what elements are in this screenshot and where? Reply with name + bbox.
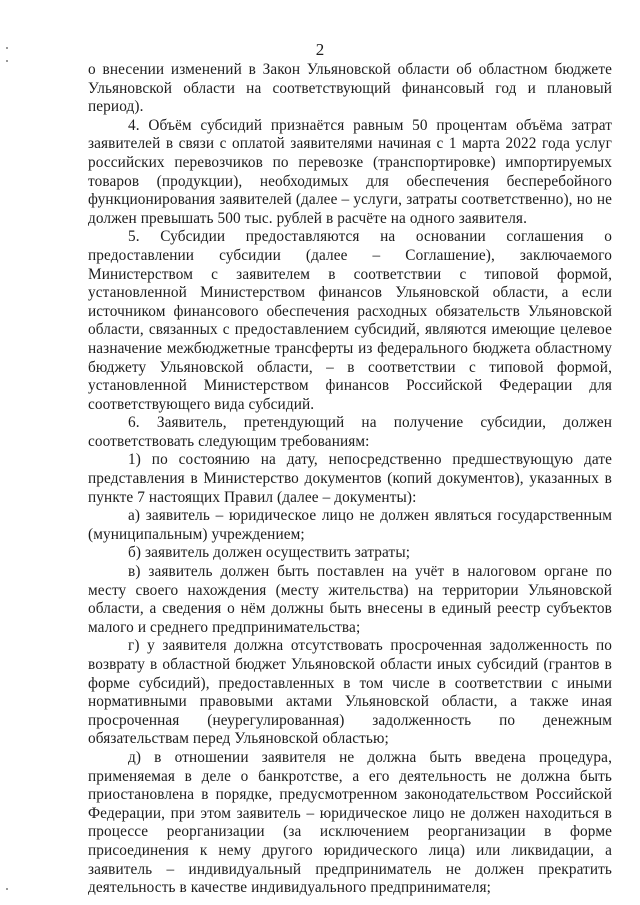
paragraph-continuation: о внесении изменений в Закон Ульяновской области об областном бюджете Ульяновской области на соответствующий финансовый год и плановый период).	[88, 61, 612, 116]
scan-artifact	[6, 47, 8, 49]
paragraph-subitem-a: а) заявитель – юридическое лицо не должен являться государственным (муниципальным) учреждением;	[88, 507, 612, 543]
scan-artifact	[6, 888, 8, 890]
paragraph-subitem-d: д) в отношении заявителя не должна быть введена процедура, применяемая в деле о банкротстве, а его деятельность не должна быть приостановлена в порядке, предусмотренном законодательством Российской Федерации, при этом заявитель – юридическое лицо не должен находиться в процессе реорганизации (за исключением реорганизации в форме присоединения к нему другого юридического лица) или ликвидации, а заявитель – индивидуальный предприниматель не должен прекратить деятельность в качестве индивидуального предпринимателя;	[88, 748, 612, 897]
document-body	[88, 61, 612, 898]
paragraph-subitem-v: в) заявитель должен быть поставлен на учёт в налоговом органе по месту своего нахождения (месту жительства) на территории Ульяновской области, а сведения о нём должны быть внесены в единый реестр субъектов малого и среднего предпринимательства;	[88, 563, 612, 636]
paragraph-item-4: 4. Объём субсидий признаётся равным 50 процентам объёма затрат заявителей в связи с оплатой заявителями начиная с 1 марта 2022 года услуг российских перевозчиков по перевозке (транспортировке) импортируемых товаров (продукции), необходимых для обеспечения бесперебойного функционирования заявителей (далее – услуги, затраты соответственно), но не должен превышать 500 тыс. рублей в расчёте на одного заявителя.	[88, 116, 612, 227]
paragraph-subitem-g: г) у заявителя должна отсутствовать просроченная задолженность по возврату в областной бюджет Ульяновской области иных субсидий (грантов в форме субсидий), предоставленных в том числе в соответствии с иными нормативными правовыми актами Ульяновской области, а также иная просроченная (неурегулированная) задолженность по денежным обязательствам перед Ульяновской областью;	[88, 637, 612, 748]
paragraph-subitem-b: б) заявитель должен осуществить затраты;	[128, 544, 411, 562]
page-number: 2	[315, 40, 325, 59]
scan-artifact	[6, 60, 8, 62]
paragraph-item-5: 5. Субсидии предоставляются на основании соглашения о предоставлении субсидии (далее – Соглашение), заключаемого Министерством с заявителем в соответствии с типовой формой, установленной Министерством финансов Ульяновской области, а если источником финансового обеспечения расходных обязательств Ульяновской области, связанных с предоставлением субсидий, являются имеющие целевое назначение межбюджетные трансферты из федерального бюджета областному бюджету Ульяновской области, – в соответствии с типовой формой, установленной Министерством финансов Российской Федерации для соответствующего вида субсидий.	[88, 228, 612, 413]
paragraph-subitem-1: 1) по состоянию на дату, непосредственно предшествующую дате представления в Министерство документов (копий документов), указанных в пункте 7 настоящих Правил (далее – документы):	[88, 451, 612, 506]
paragraph-item-6: 6. Заявитель, претендующий на получение субсидии, должен соответствовать следующим требованиям:	[88, 414, 612, 450]
